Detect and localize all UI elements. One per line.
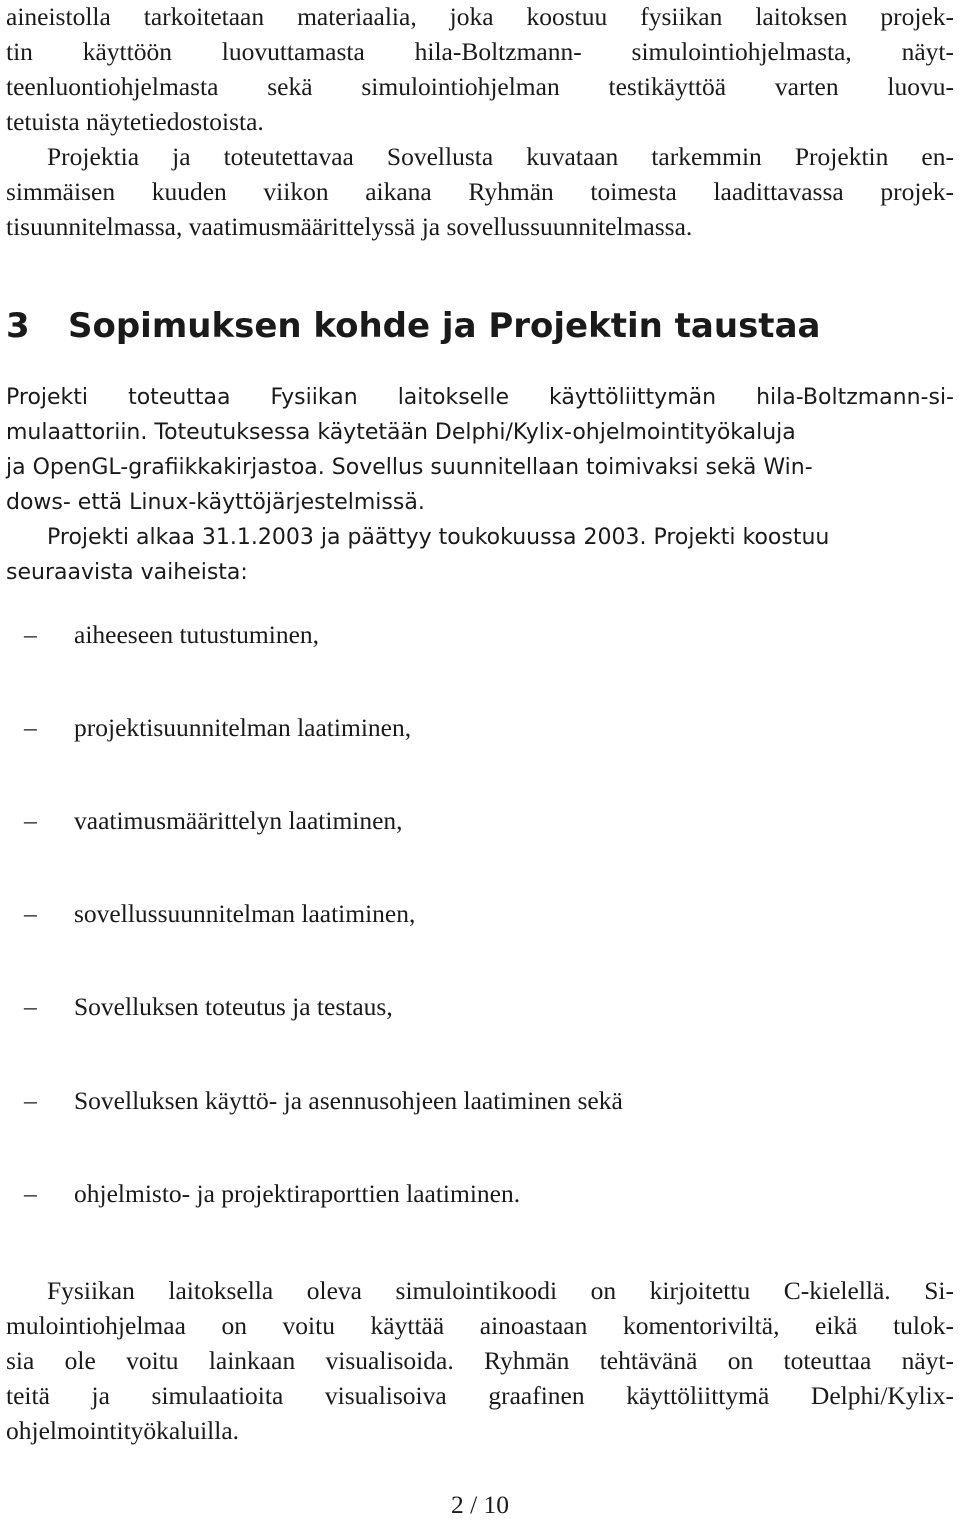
page-number: 2 / 10 <box>450 1490 510 1519</box>
paragraph-line: aineistolla tarkoitetaan materiaalia, joka koostuu fysiikan laitoksen projek- <box>6 2 954 31</box>
section-heading <box>6 304 820 348</box>
paragraph-line: ja OpenGL-grafiikkakirjastoa. Sovellus suunnitellaan toimivaksi sekä Win- <box>6 455 813 480</box>
paragraph-line: simmäisen kuuden viikon aikana Ryhmän toimesta laadittavassa projek- <box>6 177 954 206</box>
list-item: – aiheeseen tutustuminen, <box>24 620 320 649</box>
section-title: Sopimuksen kohde ja Projektin taustaa <box>68 306 821 346</box>
paragraph-line: teenluontiohjelmasta sekä simulointiohjelman testikäyttöä varten luovu- <box>6 72 954 101</box>
paragraph-line: ohjelmointityökaluilla. <box>6 1416 240 1445</box>
paragraph-line: Projekti toteuttaa Fysiikan laitokselle käyttöliittymän hila-Boltzmann-si- <box>6 385 954 410</box>
paragraph-line: mulointiohjelmaa on voitu käyttää ainoastaan komentoriviltä, eikä tulok- <box>6 1311 954 1340</box>
paragraph-line: dows- että Linux-käyttöjärjestelmissä. <box>6 490 425 515</box>
paragraph-line: sia ole voitu lainkaan visualisoida. Ryhmän tehtävänä on toteuttaa näyt- <box>6 1346 954 1375</box>
paragraph-line: tetuista näytetiedostoista. <box>6 107 264 136</box>
paragraph-line: Projekti alkaa 31.1.2003 ja päättyy toukokuussa 2003. Projekti koostuu <box>47 525 830 550</box>
paragraph-line: teitä ja simulaatioita visualisoiva graafinen käyttöliittymä Delphi/Kylix- <box>6 1381 954 1410</box>
section-number: 3 <box>6 306 30 346</box>
list-item: – Sovelluksen toteutus ja testaus, <box>24 992 393 1021</box>
paragraph-line: Fysiikan laitoksella oleva simulointikoodi on kirjoitettu C-kielellä. Si- <box>47 1276 954 1305</box>
list-item: – Sovelluksen käyttö- ja asennusohjeen laatiminen sekä <box>24 1086 623 1115</box>
paragraph-line: tin käyttöön luovuttamasta hila-Boltzmann- simulointiohjelmasta, näyt- <box>6 37 954 66</box>
paragraph-line: tisuunnitelmassa, vaatimusmäärittelyssä ja sovellussuunnitelmassa. <box>6 212 693 241</box>
paragraph-line: mulaattoriin. Toteutuksessa käytetään Delphi/Kylix-ohjelmointityökaluja <box>6 420 796 445</box>
list-item: – projektisuunnitelman laatiminen, <box>24 713 412 742</box>
paragraph-line: seuraavista vaiheista: <box>6 560 248 585</box>
paragraph-line: Projektia ja toteutettavaa Sovellusta kuvataan tarkemmin Projektin en- <box>47 142 954 171</box>
list-item: – ohjelmisto- ja projektiraporttien laatiminen. <box>24 1179 521 1208</box>
list-item: – sovellussuunnitelman laatiminen, <box>24 899 416 928</box>
list-item: – vaatimusmäärittelyn laatiminen, <box>24 806 403 835</box>
